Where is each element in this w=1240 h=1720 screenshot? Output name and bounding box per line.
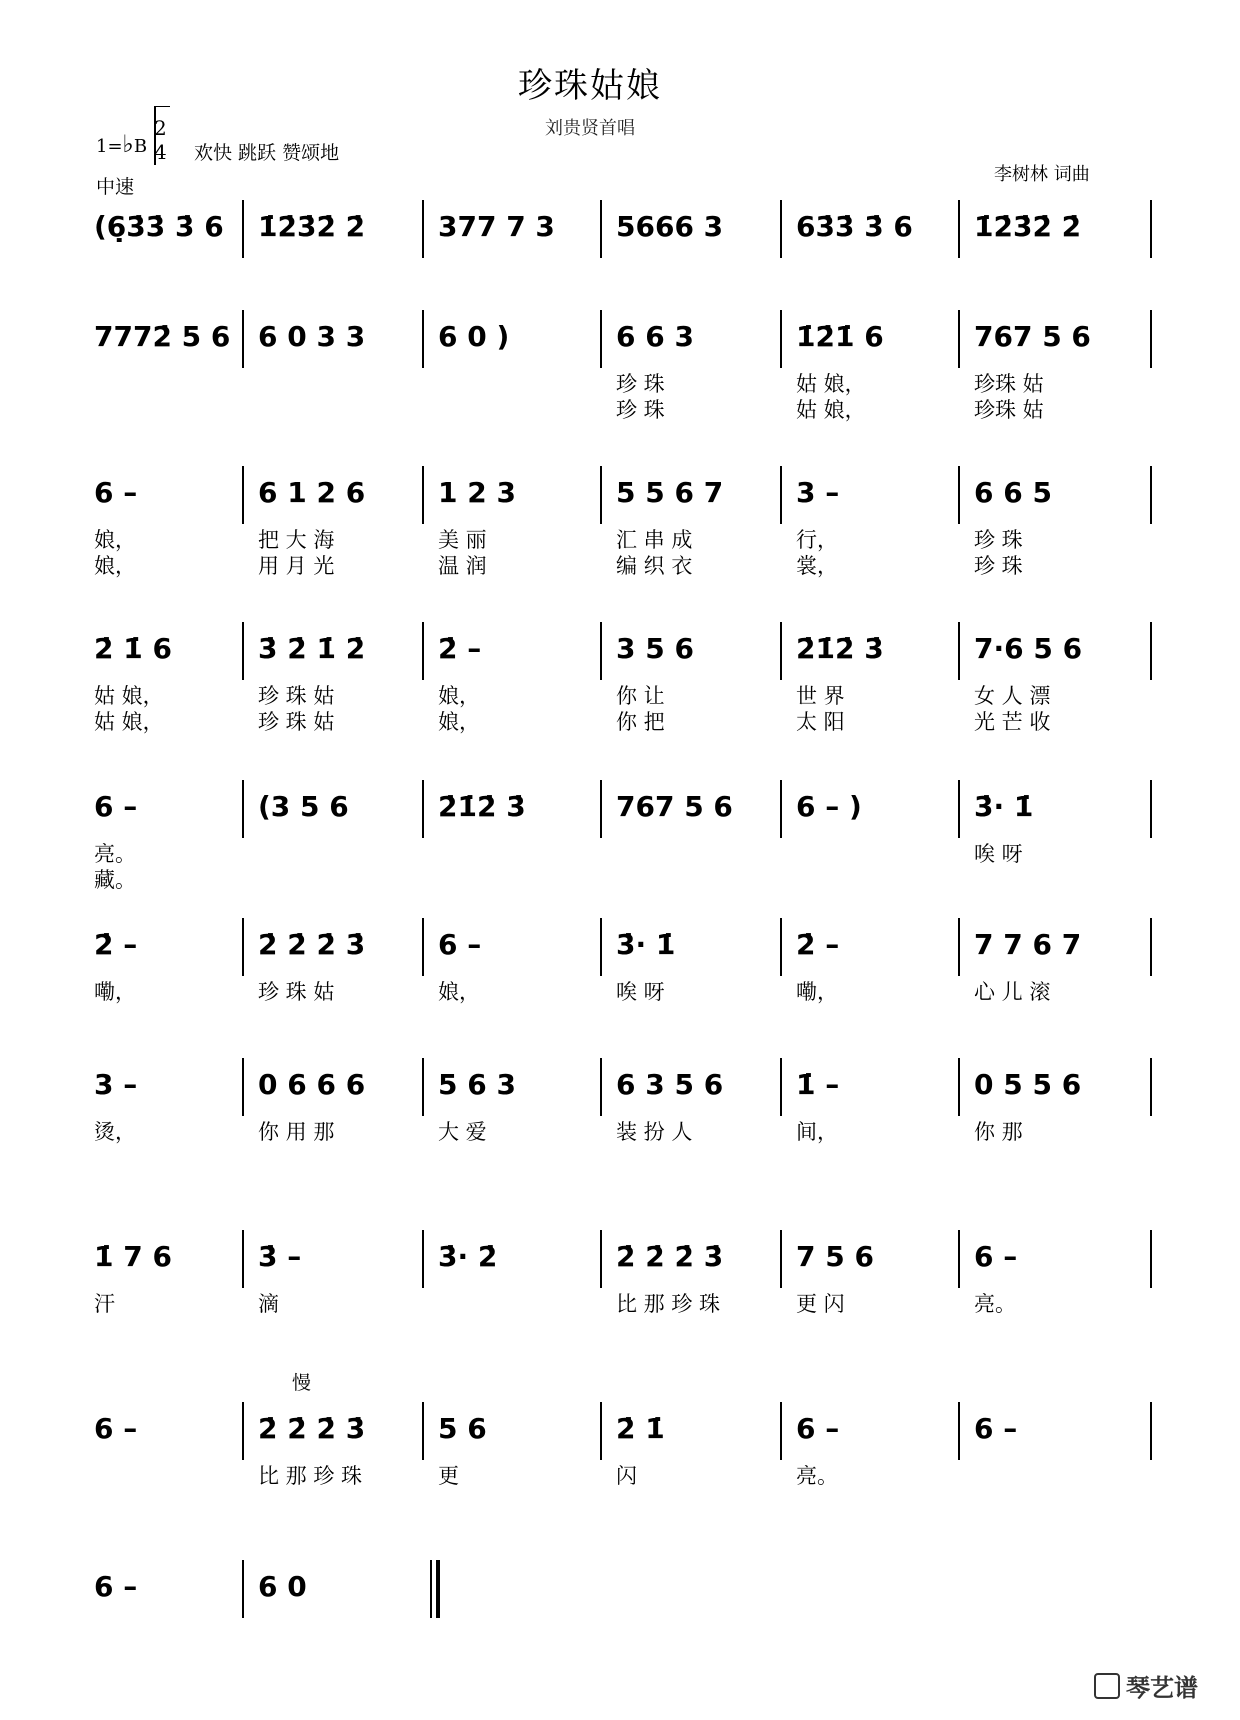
lyric-line-1: 唉 呀 — [616, 980, 665, 1004]
lyric-line-2: 姑 娘， — [796, 398, 866, 422]
lyric-line-1: 女 人 漂 — [974, 684, 1051, 708]
lyric-line-1: 心 儿 滚 — [974, 980, 1051, 1004]
key-label: 1= — [96, 136, 123, 157]
barline — [780, 1058, 782, 1116]
expression-mark: 欢快 跳跃 赞颂地 — [194, 142, 340, 164]
measure-notes: 6 1 2 6 — [258, 476, 366, 509]
barline — [958, 1058, 960, 1116]
lyric-line-1: 姑 娘， — [796, 372, 866, 396]
lyric-line-2: 珍 珠 — [616, 398, 665, 422]
barline — [958, 780, 960, 838]
lyric-line-1: 亮。 — [94, 842, 136, 866]
barline — [422, 918, 424, 976]
barline — [1150, 466, 1152, 524]
measure-notes: 2̇ – — [438, 632, 482, 665]
lyric-line-1: 美 丽 — [438, 528, 487, 552]
barline — [780, 466, 782, 524]
lyric-line-1: 汇 串 成 — [616, 528, 693, 552]
barline — [600, 1230, 602, 1288]
barline — [780, 1230, 782, 1288]
lyric-line-1: 唉 呀 — [974, 842, 1023, 866]
meter-bottom: 4 — [154, 140, 167, 164]
barline — [242, 1402, 244, 1460]
barline — [1150, 1230, 1152, 1288]
measure-notes: 6 0 3 3 — [258, 320, 366, 353]
barline — [958, 1230, 960, 1288]
measure-notes: 6 0 — [258, 1570, 307, 1603]
lyric-line-1: 汗 — [94, 1292, 115, 1316]
barline — [600, 200, 602, 258]
barline — [780, 310, 782, 368]
barline — [422, 310, 424, 368]
lyric-line-1: 嘞， — [94, 980, 136, 1004]
measure-notes: 6 – — [94, 1570, 138, 1603]
barline — [1150, 780, 1152, 838]
lyric-line-1: 世 界 — [796, 684, 845, 708]
measure-notes: 7772̇ 5 6 — [94, 320, 231, 353]
measure-notes: 7·6 5 6 — [974, 632, 1083, 665]
lyric-line-1: 珍 珠 — [616, 372, 665, 396]
lyric-line-1: 亮。 — [796, 1464, 838, 1488]
measure-notes: 5 6 3 — [438, 1068, 516, 1101]
measure-notes: 3̇· 1̇ — [974, 790, 1034, 823]
lyric-line-1: 更 — [438, 1464, 459, 1488]
barline — [1150, 1058, 1152, 1116]
measure-notes: 7 7 6 7 — [974, 928, 1082, 961]
measure-notes: 767 5 6 — [974, 320, 1091, 353]
measure-notes: 6 – — [94, 476, 138, 509]
barline — [600, 466, 602, 524]
site-logo — [1094, 1668, 1198, 1703]
measure-notes: 2̇ 2̇ 2̇ 3̇ — [616, 1240, 724, 1273]
flat-icon: ♭ — [122, 130, 134, 158]
barline — [422, 1402, 424, 1460]
measure-notes: 6 – ) — [796, 790, 862, 823]
lyric-line-1: 间， — [796, 1120, 838, 1144]
lyric-line-1: 烫， — [94, 1120, 136, 1144]
barline — [958, 918, 960, 976]
measure-notes: 2̇ 1̇ 6 — [94, 632, 172, 665]
lyric-line-1: 嘞， — [796, 980, 838, 1004]
barline — [1150, 918, 1152, 976]
lyric-line-2: 珍 珠 姑 — [258, 710, 335, 734]
measure-notes: (3 5 6 — [258, 790, 349, 823]
lyric-line-2: 珍 珠 — [974, 554, 1023, 578]
lyric-line-2: 姑 娘， — [94, 710, 164, 734]
barline — [600, 1402, 602, 1460]
barline — [422, 780, 424, 838]
lyric-line-2: 光 芒 收 — [974, 710, 1051, 734]
measure-notes: 6 – — [438, 928, 482, 961]
lyric-line-2: 用 月 光 — [258, 554, 335, 578]
lyric-line-1: 你 用 那 — [258, 1120, 335, 1144]
lyric-line-1: 把 大 海 — [258, 528, 335, 552]
lyric-line-2: 娘， — [94, 554, 136, 578]
meter-top: 2 — [154, 116, 167, 140]
lyric-line-1: 娘， — [94, 528, 136, 552]
lyric-line-1: 姑 娘， — [94, 684, 164, 708]
measure-notes: 6 – — [94, 790, 138, 823]
barline — [242, 200, 244, 258]
measure-notes: 377 7 3 — [438, 210, 555, 243]
barline — [600, 310, 602, 368]
barline — [242, 1058, 244, 1116]
lyric-line-1: 行， — [796, 528, 838, 552]
barline — [780, 1402, 782, 1460]
tempo-change: 慢 — [292, 1372, 312, 1394]
barline — [958, 200, 960, 258]
lyric-line-1: 闪 — [616, 1464, 637, 1488]
barline — [600, 918, 602, 976]
barline — [1150, 200, 1152, 258]
lyric-line-2: 裳， — [796, 554, 838, 578]
measure-notes: 3̇· 2̇ — [438, 1240, 498, 1273]
measure-notes: 6 6 5 — [974, 476, 1052, 509]
barline — [242, 1230, 244, 1288]
barline — [1150, 622, 1152, 680]
logo-text: 琴艺谱 — [1126, 1674, 1198, 1702]
barline — [242, 918, 244, 976]
final-barline — [436, 1560, 440, 1618]
measure-notes: 1̇ 7 6 — [94, 1240, 172, 1273]
barline — [242, 466, 244, 524]
barline — [600, 1058, 602, 1116]
barline — [1150, 1402, 1152, 1460]
measure-notes: 5 6 — [438, 1412, 487, 1445]
measure-notes: 3̇ 2̇ 1̇ 2̇ — [258, 632, 366, 665]
measure-notes: 5666 3 — [616, 210, 724, 243]
lyric-line-2: 藏。 — [94, 868, 136, 892]
measure-notes: 0 5 5 6 — [974, 1068, 1082, 1101]
barline — [780, 918, 782, 976]
lyric-line-1: 珍 珠 姑 — [258, 684, 335, 708]
barline — [958, 622, 960, 680]
measure-notes: 1 2 3 — [438, 476, 516, 509]
barline — [600, 780, 602, 838]
barline — [430, 1560, 432, 1618]
barline — [242, 310, 244, 368]
measure-notes: 6 – — [974, 1412, 1018, 1445]
measure-notes: 1̇ – — [796, 1068, 840, 1101]
measure-notes: 6 – — [974, 1240, 1018, 1273]
key-signature — [96, 130, 147, 158]
lyric-line-2: 太 阳 — [796, 710, 845, 734]
song-title: 珍珠姑娘 — [518, 66, 662, 106]
lyric-line-2: 你 把 — [616, 710, 665, 734]
lyric-line-1: 你 那 — [974, 1120, 1023, 1144]
measure-notes: 2̇1̇2̇ 3̇ — [796, 632, 884, 665]
barline — [422, 200, 424, 258]
barline — [1150, 310, 1152, 368]
measure-notes: 2̇ 2̇ 2̇ 3̇ — [258, 928, 366, 961]
measure-notes: 1̇2̇1̇ 6 — [796, 320, 884, 353]
barline — [958, 466, 960, 524]
measure-notes: (6̣3̇3̇ 3̇ 6 — [94, 210, 224, 243]
measure-notes: 7 5 6 — [796, 1240, 874, 1273]
time-signature — [154, 116, 167, 164]
lyric-line-1: 娘， — [438, 980, 480, 1004]
tempo-mark: 中速 — [96, 176, 135, 198]
measure-notes: 6 6 3 — [616, 320, 694, 353]
barline — [422, 1058, 424, 1116]
measure-notes: 2̇1̇2̇ 3̇ — [438, 790, 526, 823]
measure-notes: 6 – — [94, 1412, 138, 1445]
barline — [958, 1402, 960, 1460]
lyric-line-1: 你 让 — [616, 684, 665, 708]
measure-notes: 3 – — [94, 1068, 138, 1101]
singer-credit: 刘贵贤首唱 — [545, 118, 635, 139]
measure-notes: 6 – — [796, 1412, 840, 1445]
lyric-line-1: 大 爱 — [438, 1120, 487, 1144]
measure-notes: 2̇ 2̇ 2̇ 3̇ — [258, 1412, 366, 1445]
measure-notes: 2̇ – — [94, 928, 138, 961]
measure-notes: 3̇· 1̇ — [616, 928, 676, 961]
barline — [242, 780, 244, 838]
lyric-line-1: 亮。 — [974, 1292, 1016, 1316]
lyric-line-2: 温 润 — [438, 554, 487, 578]
lyric-line-1: 装 扮 人 — [616, 1120, 693, 1144]
lyric-line-2: 娘， — [438, 710, 480, 734]
barline — [422, 622, 424, 680]
measure-notes: 1̇2̇3̇2̇ 2̇ — [974, 210, 1082, 243]
barline — [780, 622, 782, 680]
lyric-line-1: 比 那 珍 珠 — [616, 1292, 721, 1316]
measure-notes: 3 – — [796, 476, 840, 509]
barline — [422, 1230, 424, 1288]
measure-notes: 5 5 6 7 — [616, 476, 724, 509]
measure-notes: 6 0 ) — [438, 320, 510, 353]
measure-notes: 0 6 6 6 — [258, 1068, 366, 1101]
measure-notes: 767 5 6 — [616, 790, 733, 823]
lyric-line-1: 珍珠 姑 — [974, 372, 1044, 396]
lyric-line-1: 娘， — [438, 684, 480, 708]
measure-notes: 1̇2̇3̇2̇ 2̇ — [258, 210, 366, 243]
barline — [958, 310, 960, 368]
barline — [600, 622, 602, 680]
measure-notes: 63̇3̇ 3̇ 6 — [796, 210, 913, 243]
barline — [422, 466, 424, 524]
measure-notes: 2̇ – — [796, 928, 840, 961]
measure-notes: 2̇ 1̇ — [616, 1412, 665, 1445]
composer-credit: 李树林 词曲 — [994, 164, 1090, 185]
barline — [242, 622, 244, 680]
lyric-line-1: 珍 珠 姑 — [258, 980, 335, 1004]
logo-icon — [1094, 1673, 1120, 1699]
key-note: B — [133, 136, 148, 157]
lyric-line-2: 珍珠 姑 — [974, 398, 1044, 422]
lyric-line-1: 珍 珠 — [974, 528, 1023, 552]
lyric-line-2: 编 织 衣 — [616, 554, 693, 578]
measure-notes: 3̇ – — [258, 1240, 302, 1273]
measure-notes: 3 5 6 — [616, 632, 694, 665]
lyric-line-1: 比 那 珍 珠 — [258, 1464, 363, 1488]
barline — [780, 200, 782, 258]
measure-notes: 6 3 5 6 — [616, 1068, 724, 1101]
barline — [242, 1560, 244, 1618]
barline — [780, 780, 782, 838]
lyric-line-1: 更 闪 — [796, 1292, 845, 1316]
lyric-line-1: 滴 — [258, 1292, 279, 1316]
